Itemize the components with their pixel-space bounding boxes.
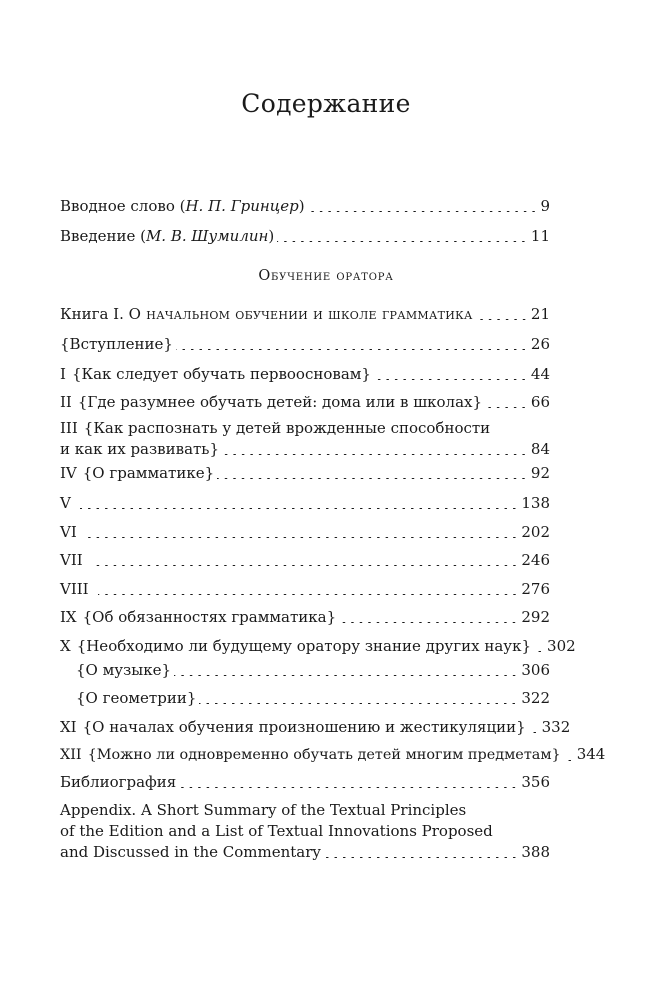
toc-entry-foreword[interactable]: Вводное слово (Н. П. Гринцер) 9 [60, 197, 550, 215]
dot-leader [222, 454, 528, 455]
page-number: 11 [530, 227, 550, 245]
dot-leader [485, 407, 528, 408]
dot-leader [277, 241, 528, 242]
dot-leader [199, 703, 518, 704]
toc-entry-chapter-11[interactable]: XI {О началах обучения произношению и жестикуляции} 332 [60, 718, 571, 736]
toc-entry-bibliography[interactable]: Библиография 356 [60, 773, 550, 791]
page-number: 302 [547, 637, 576, 655]
dot-leader [176, 349, 528, 350]
dot-leader [80, 508, 519, 509]
page-number: 66 [530, 393, 550, 411]
dot-leader [529, 732, 539, 733]
toc-entry-chapter-4[interactable]: IV {О грамматике} 92 [60, 464, 550, 482]
toc-entry-chapter-8[interactable]: VIII 276 [60, 580, 550, 598]
toc-entry-chapter-1[interactable]: I {Как следует обучать первоосновам} 44 [60, 365, 550, 383]
toc-entry-on-geometry[interactable]: {О геометрии} 322 [76, 689, 550, 707]
toc-entry-chapter-6[interactable]: VI 202 [60, 523, 550, 541]
dot-leader [339, 622, 518, 623]
toc-entry-chapter-7[interactable]: VII 246 [60, 551, 550, 569]
toc-entry-chapter-9[interactable]: IX {Об обязанностях грамматика} 292 [60, 608, 550, 626]
page-number: 44 [530, 365, 550, 383]
page-number: 202 [521, 523, 550, 541]
page-number: 344 [576, 745, 606, 763]
dot-leader [98, 594, 519, 595]
page-number: 388 [521, 843, 550, 861]
toc-entry-chapter-10[interactable]: X {Необходимо ли будущему оратору знание других наук} 302 [60, 637, 576, 655]
section-heading: Обучение оратора [258, 268, 394, 284]
dot-leader [217, 478, 528, 479]
toc-entry-preface[interactable]: {Вступление} 26 [60, 335, 550, 353]
page-number: 84 [530, 440, 550, 458]
dot-leader [534, 651, 544, 652]
dot-leader [92, 565, 519, 566]
page-number: 138 [521, 494, 550, 512]
page-number: 292 [521, 608, 550, 626]
dot-leader [324, 857, 518, 858]
page-number: 26 [530, 335, 550, 353]
page-number: 246 [521, 551, 550, 569]
dot-leader [308, 211, 538, 212]
page-number: 332 [541, 718, 571, 736]
page-number: 306 [521, 661, 550, 679]
dot-leader [476, 319, 528, 320]
page-number: 276 [521, 580, 550, 598]
page-number: 356 [521, 773, 550, 791]
toc-entry-appendix[interactable]: Appendix. A Short Summary of the Textual Principles of the Edition and a List of Textual Innovations Proposed and Discussed in the Commentary 388 [60, 801, 550, 861]
toc-entry-introduction[interactable]: Введение (М. В. Шумилин) 11 [60, 227, 550, 245]
dot-leader [374, 379, 528, 380]
page-number: 21 [530, 305, 550, 323]
dot-leader [174, 675, 518, 676]
dot-leader [86, 537, 519, 538]
dot-leader [564, 760, 574, 761]
toc-entry-chapter-2[interactable]: II {Где разумнее обучать детей: дома или в школах} 66 [60, 393, 550, 411]
toc-entry-book-1[interactable]: Книга I. О начальном обучении и школе грамматика 21 [60, 305, 550, 323]
toc-entry-chapter-12[interactable]: XII {Можно ли одновременно обучать детей многим предметам} 344 [60, 745, 606, 763]
page-number: 92 [530, 464, 550, 482]
dot-leader [179, 787, 518, 788]
toc-entry-chapter-5[interactable]: V 138 [60, 494, 550, 512]
page-title: Содержание [241, 88, 411, 118]
toc-entry-on-music[interactable]: {О музыке} 306 [76, 661, 550, 679]
page-number: 9 [540, 197, 550, 215]
page-number: 322 [521, 689, 550, 707]
toc-entry-chapter-3[interactable]: III {Как распознать у детей врожденные способности и как их развивать} 84 [60, 419, 550, 458]
